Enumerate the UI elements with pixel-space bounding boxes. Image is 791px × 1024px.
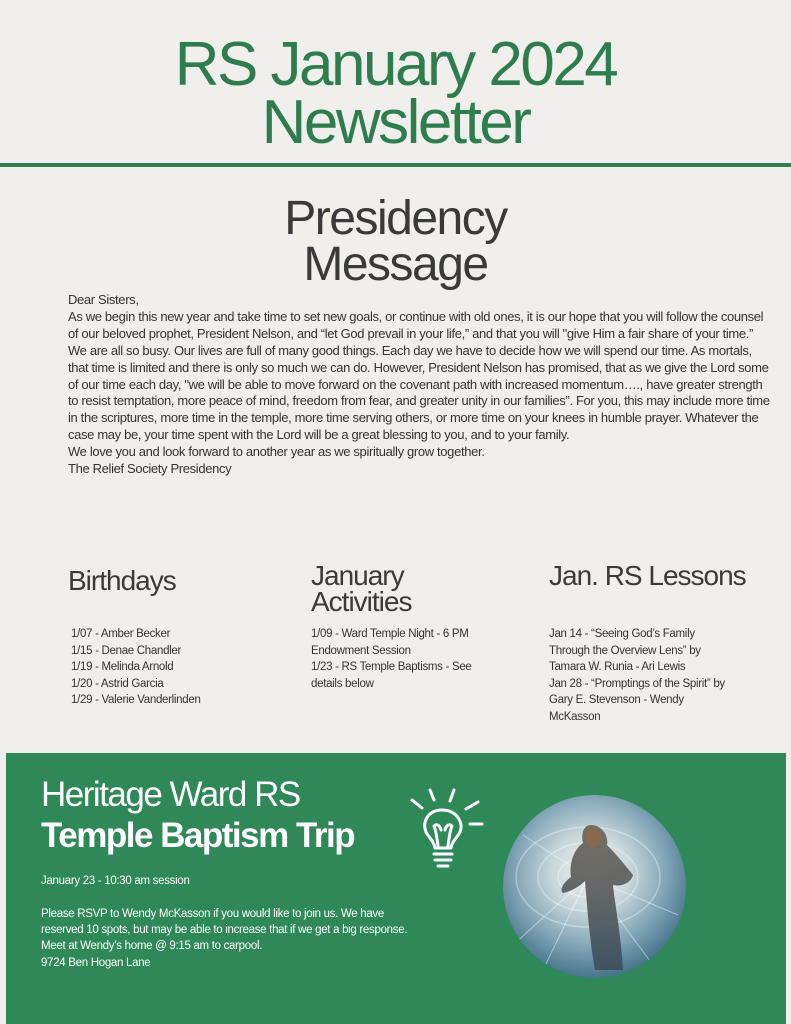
list-item: Jan 28 - “Promptings of the Spirit” by Gary E. Stevenson - Wendy McKasson (549, 677, 725, 723)
list-item: 1/23 - RS Temple Baptisms - See details below (311, 661, 472, 690)
list-item: 1/07 - Amber Becker (71, 628, 171, 640)
presidency-title-line2: Message (303, 238, 488, 291)
presidency-title-line1: Presidency (284, 192, 507, 245)
presidency-title (0, 192, 791, 291)
activities-heading-line2: Activities (311, 586, 412, 617)
activities-heading (311, 560, 412, 617)
letter-greeting: Dear Sisters, (68, 292, 139, 307)
newsletter-title (0, 30, 791, 157)
newsletter-title-line1: RS January 2024 (174, 30, 617, 99)
list-item: 1/29 - Valerie Vanderlinden (71, 694, 201, 706)
temple-trip-subtitle: Temple Baptism Trip (41, 816, 355, 855)
lessons-heading: Jan. RS Lessons (549, 560, 746, 591)
birthdays-list (71, 626, 251, 709)
list-item: 1/20 - Astrid Garcia (71, 677, 164, 690)
temple-trip-details (41, 906, 416, 971)
lightbulb-icon (404, 786, 486, 872)
list-item: Jan 14 - “Seeing God’s Family Through the Overview Lens” by Tamara W. Runia - Ari Lewis (549, 628, 701, 673)
activities-list (311, 626, 489, 692)
lessons-list (549, 626, 729, 725)
activities-heading-line1: January (311, 560, 404, 591)
letter-body: As we begin this new year and take time to set new goals, or continue with old ones, it is our hope that you will follow the counsel of our beloved prophet, President Nelson, and “let God prevail in your life,” and that you will "give Him a fair share of your time.” We are all so busy. Our lives are full of many good things. Each day we have to decide how we will spend our time. As mortals, that time is limited and there is only so much we can do. However, President Nelson has promised, that as we give the Lord some of our time each day, "we will be able to move forward on the covenant path with increased momentum…., have greater strength to resist temptation, more peace of mind, freedom from fear, and greater unity in our families”. For you, this may include more time in the scriptures, more time in the temple, more time serving others, or more time on your knees in humble prayer. Whatever the case may be, your time spent with the Lord will be a great blessing to you, and to your family. (68, 308, 770, 443)
christ-painting-image (503, 795, 686, 978)
rsvp-text: Please RSVP to Wendy McKasson if you would like to join us. We have reserved 10 spots, but may be able to increase that if we get a big response. (41, 908, 408, 937)
meet-text: Meet at Wendy’s home @ 9:15 am to carpool. (41, 940, 263, 953)
header-divider (0, 163, 791, 167)
temple-trip-session: January 23 - 10:30 am session (41, 875, 190, 887)
list-item: 1/19 - Melinda Arnold (71, 661, 174, 673)
list-item: 1/09 - Ward Temple Night - 6 PM Endowment Session (311, 628, 469, 657)
address-text: 9724 Ben Hogan Lane (41, 956, 151, 969)
letter-closing: We love you and look forward to another year as we spiritually grow together. (68, 444, 485, 460)
temple-trip-title: Heritage Ward RS (41, 775, 300, 814)
newsletter-title-line2: Newsletter (261, 88, 530, 157)
presidency-letter (68, 292, 774, 478)
letter-signature: The Relief Society Presidency (68, 461, 232, 477)
list-item: 1/15 - Denae Chandler (71, 644, 182, 657)
birthdays-heading: Birthdays (68, 565, 176, 596)
